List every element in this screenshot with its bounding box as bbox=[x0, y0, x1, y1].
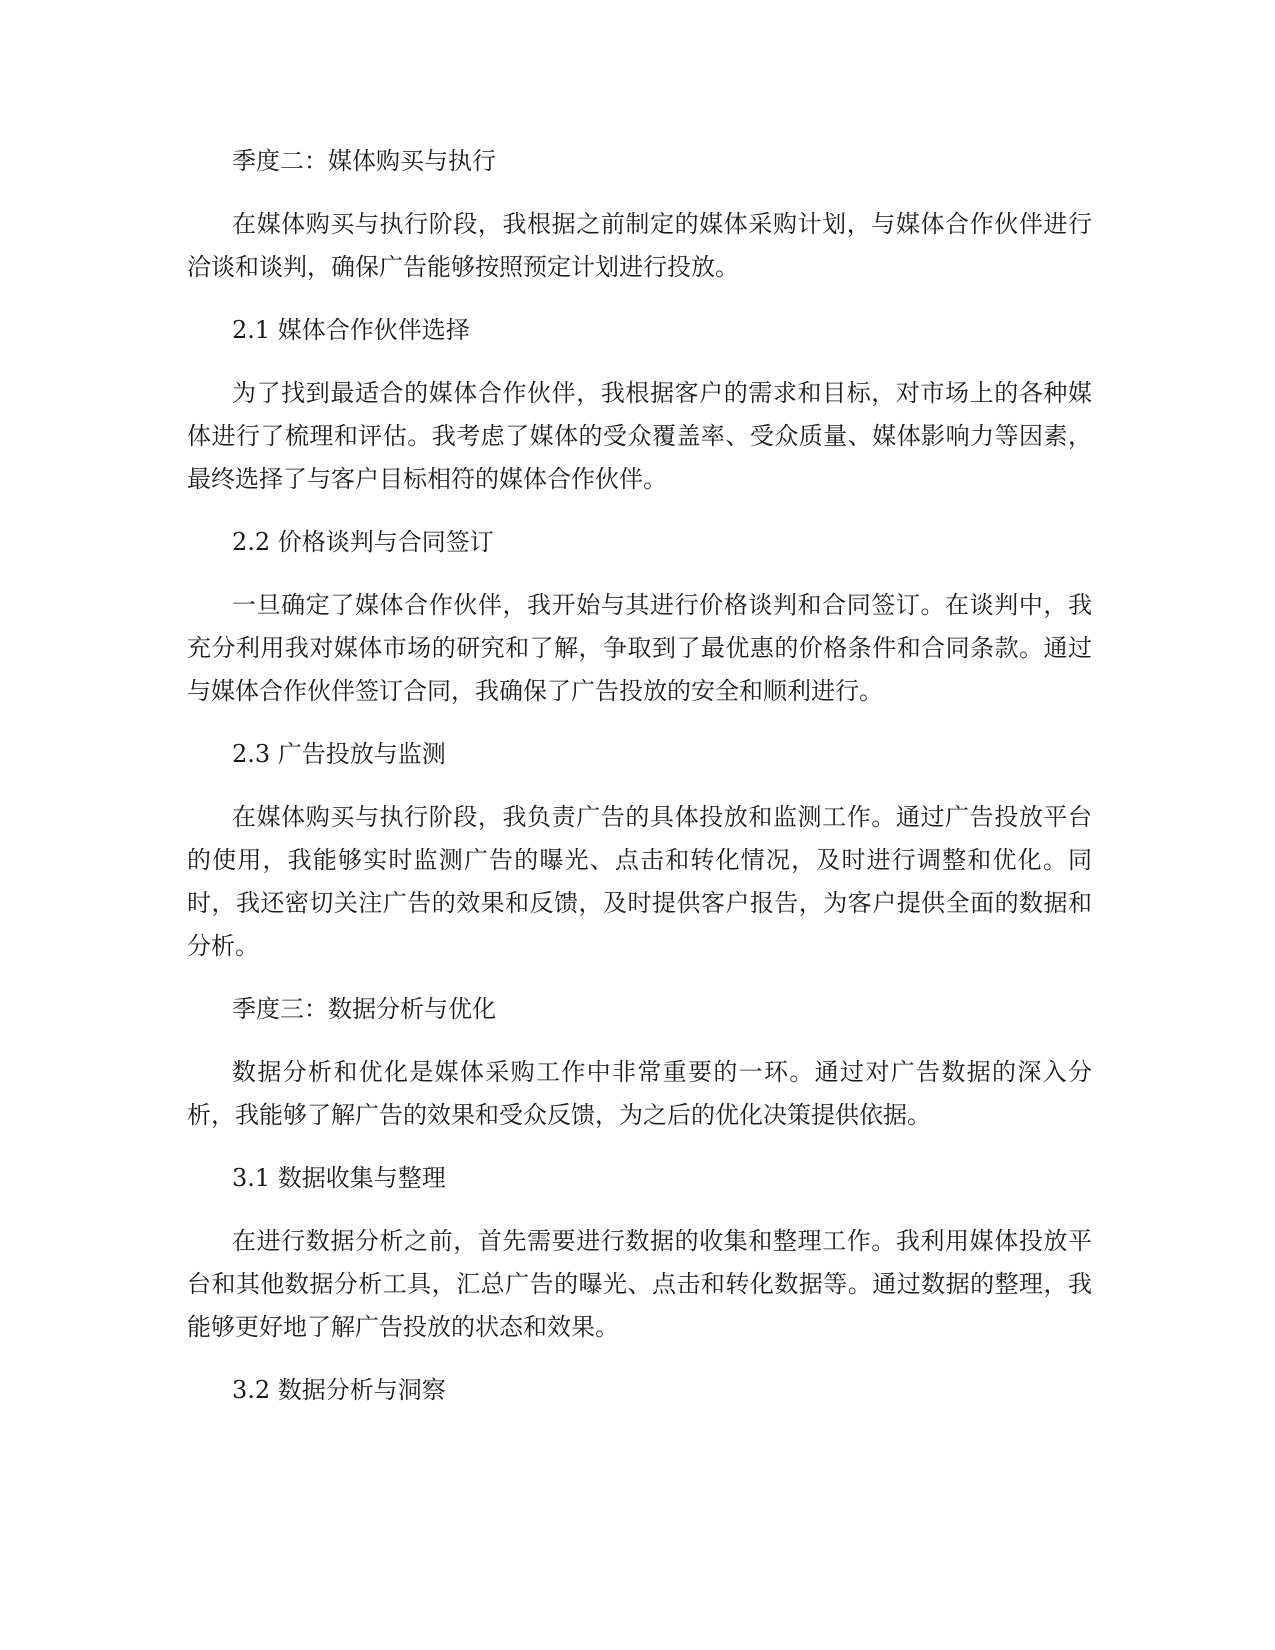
section-heading-q3: 季度三：数据分析与优化 bbox=[232, 995, 496, 1023]
paragraph-2-1: 为了找到最适合的媒体合作伙伴，我根据客户的需求和目标，对市场上的各种媒体进行了梳理和评估。我考虑了媒体的受众覆盖率、受众质量、媒体影响力等因素，最终选择了与客户目标相符的媒体合作伙伴。 bbox=[187, 379, 1092, 493]
subsection-heading-3-2: 3.2 数据分析与洞察 bbox=[232, 1376, 446, 1404]
document-body bbox=[187, 140, 1092, 1432]
paragraph-2-2: 一旦确定了媒体合作伙伴，我开始与其进行价格谈判和合同签订。在谈判中，我充分利用我对媒体市场的研究和了解，争取到了最优惠的价格条件和合同条款。通过与媒体合作伙伴签订合同，我确保了广告投放的安全和顺利进行。 bbox=[187, 591, 1092, 705]
section-heading-q2: 季度二：媒体购买与执行 bbox=[232, 147, 496, 175]
subsection-heading-2-1: 2.1 媒体合作伙伴选择 bbox=[232, 316, 470, 344]
paragraph-3-1: 在进行数据分析之前，首先需要进行数据的收集和整理工作。我利用媒体投放平台和其他数据分析工具，汇总广告的曝光、点击和转化数据等。通过数据的整理，我能够更好地了解广告投放的状态和效果。 bbox=[187, 1227, 1092, 1341]
paragraph-q3-intro: 数据分析和优化是媒体采购工作中非常重要的一环。通过对广告数据的深入分析，我能够了解广告的效果和受众反馈，为之后的优化决策提供依据。 bbox=[187, 1058, 1092, 1129]
paragraph-q2-intro: 在媒体购买与执行阶段，我根据之前制定的媒体采购计划，与媒体合作伙伴进行洽谈和谈判，确保广告能够按照预定计划进行投放。 bbox=[187, 210, 1092, 281]
subsection-heading-3-1: 3.1 数据收集与整理 bbox=[232, 1164, 446, 1192]
subsection-heading-2-2: 2.2 价格谈判与合同签订 bbox=[232, 528, 494, 556]
paragraph-2-3: 在媒体购买与执行阶段，我负责广告的具体投放和监测工作。通过广告投放平台的使用，我能够实时监测广告的曝光、点击和转化情况，及时进行调整和优化。同时，我还密切关注广告的效果和反馈，及时提供客户报告，为客户提供全面的数据和分析。 bbox=[187, 803, 1092, 960]
subsection-heading-2-3: 2.3 广告投放与监测 bbox=[232, 740, 446, 768]
